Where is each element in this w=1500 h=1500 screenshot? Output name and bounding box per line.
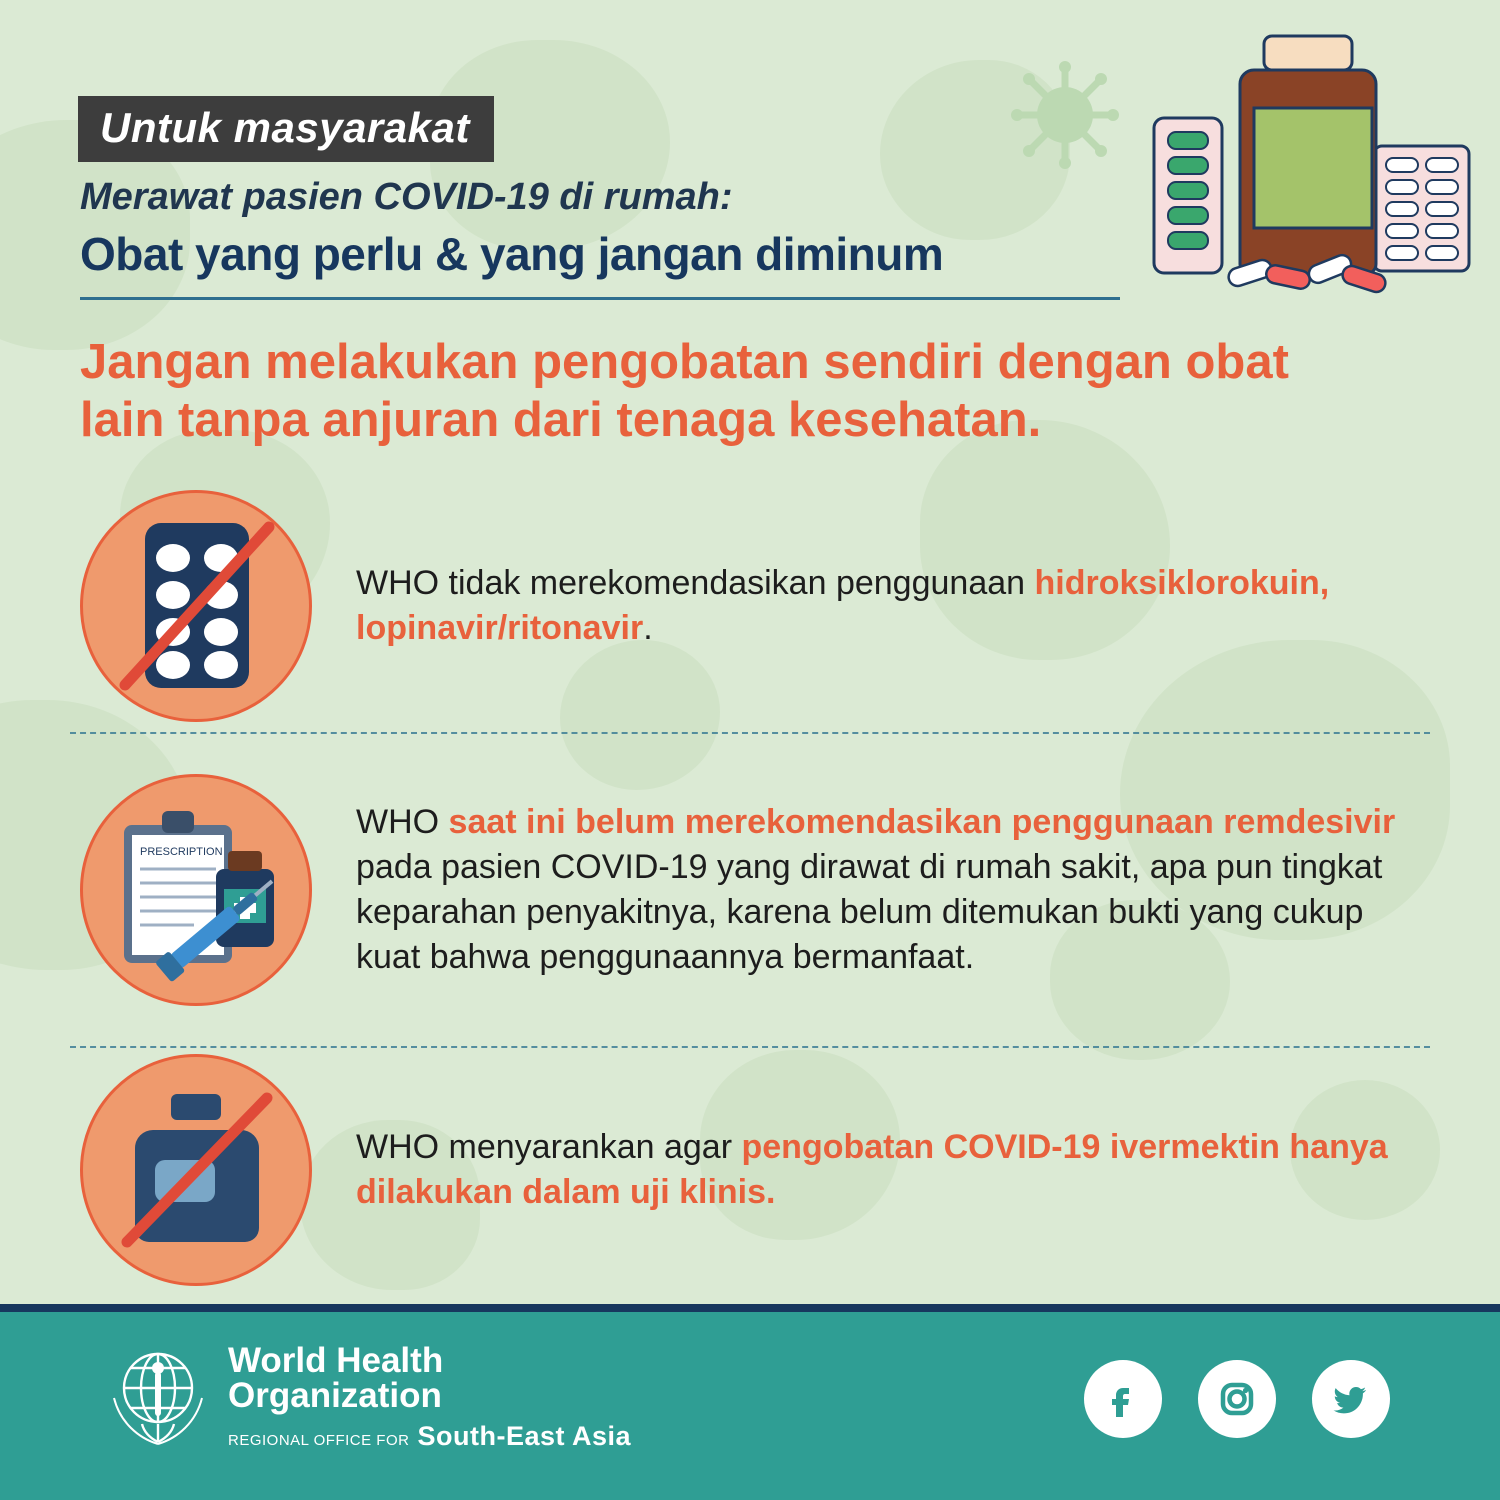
footer-accent-line bbox=[0, 1304, 1500, 1312]
page-title: Obat yang perlu & yang jangan diminum bbox=[80, 228, 944, 280]
poster-subtitle: Merawat pasien COVID-19 di rumah: bbox=[80, 176, 733, 218]
region-name: South-East Asia bbox=[417, 1421, 632, 1451]
org-line-2: Organization bbox=[228, 1376, 442, 1415]
medicine-bottle-prohibited-icon bbox=[80, 1054, 312, 1286]
who-logo bbox=[104, 1338, 631, 1455]
social-links bbox=[1084, 1360, 1390, 1438]
recommendation-list bbox=[0, 486, 1500, 1286]
facebook-icon[interactable] bbox=[1084, 1360, 1162, 1438]
svg-text:PRESCRIPTION: PRESCRIPTION bbox=[139, 846, 223, 859]
org-line-1: World Health bbox=[228, 1341, 444, 1380]
region-prefix: REGIONAL OFFICE FOR bbox=[228, 1432, 410, 1449]
footer-bar bbox=[0, 1312, 1500, 1500]
pill-blister-prohibited-icon bbox=[80, 490, 312, 722]
list-item bbox=[0, 740, 1500, 1040]
prescription-clipboard-syringe-icon bbox=[80, 774, 312, 1006]
list-item-text: WHO saat ini belum merekomendasikan penggunaan remdesivir pada pasien COVID-19 yang dirawat di rumah sakit, apa pun tingkat keparahan penyakitnya, karena belum ditemukan bukti yang cukup kuat bahwa penggunaannya bermanfaat. bbox=[356, 802, 1396, 976]
list-divider bbox=[70, 732, 1430, 734]
list-item-text: WHO menyarankan agar pengobatan COVID-19 ivermektin hanya dilakukan dalam uji klinis. bbox=[356, 1127, 1388, 1211]
medicines-illustration bbox=[1146, 28, 1476, 318]
list-divider bbox=[70, 1046, 1430, 1048]
list-item bbox=[0, 486, 1500, 726]
who-emblem-icon bbox=[104, 1338, 212, 1455]
audience-tag: Untuk masyarakat bbox=[78, 96, 494, 162]
alert-message: Jangan melakukan pengobatan sendiri dengan obat lain tanpa anjuran dari tenaga kesehatan. bbox=[80, 335, 1289, 447]
virus-particle-icon bbox=[1010, 60, 1120, 175]
list-item-text: WHO tidak merekomendasikan penggunaan hidroksiklorokuin, lopinavir/ritonavir. bbox=[356, 563, 1330, 647]
twitter-icon[interactable] bbox=[1312, 1360, 1390, 1438]
instagram-icon[interactable] bbox=[1198, 1360, 1276, 1438]
list-item bbox=[0, 1054, 1500, 1286]
title-divider bbox=[80, 297, 1120, 300]
